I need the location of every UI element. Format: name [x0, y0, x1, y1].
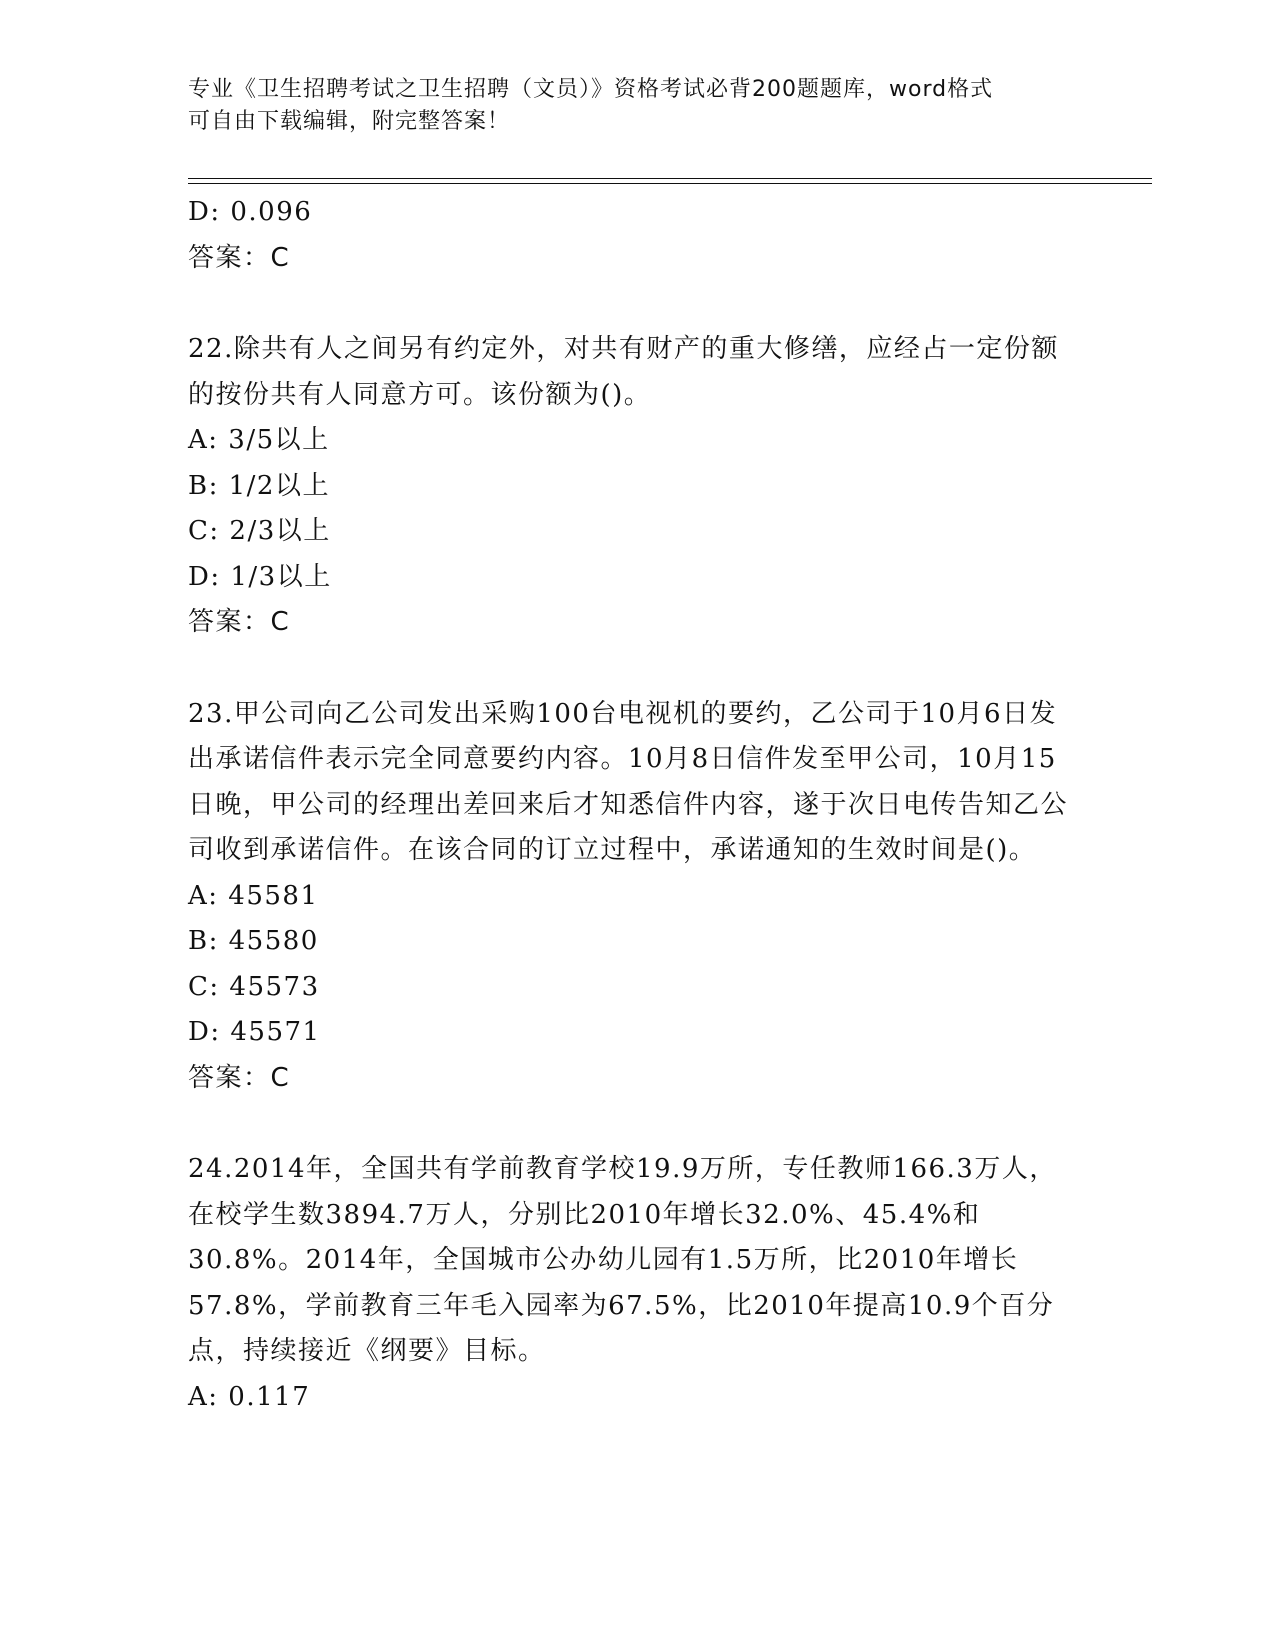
question-23-option-a: A: 45581 — [188, 880, 319, 911]
question-22-option-b: B: 1/2以上 — [188, 470, 330, 501]
page-header — [188, 74, 1068, 138]
question-23-option-b: B: 45580 — [188, 926, 319, 956]
header-divider — [188, 178, 1152, 184]
question-23-answer: 答案：C — [188, 1062, 291, 1093]
question-23-option-c: C: 45573 — [188, 971, 320, 1002]
question-22-option-a: A: 3/5以上 — [188, 425, 330, 455]
header-title-line-2: 可自由下载编辑，附完整答案！ — [188, 109, 511, 134]
question-22-stem: 22.除共有人之间另有约定外，对共有财产的重大修缮，应经占一定份额的按份共有人同意方可。该份额为()。 — [188, 334, 1059, 410]
question-22-option-d: D: 1/3以上 — [188, 561, 332, 592]
question-22-option-c: C: 2/3以上 — [188, 516, 331, 546]
question-23-option-d: D: 45571 — [188, 1017, 321, 1047]
option-d: D: 0.096 — [188, 197, 313, 227]
question-24-stem: 24.2014年，全国共有学前教育学校19.9万所，专任教师166.3万人，在校学生数3894.7万人，分别比2010年增长32.0%、45.4%和30.8%。2014年，全国城市公办幼儿园有1.5万所，比2010年增长57.8%，学前教育三年毛入园率为67.5%，比2010年提高10.9个百分点，持续接近《纲要》目标。 — [188, 1154, 1057, 1366]
question-24-option-a: A: 0.117 — [188, 1381, 311, 1412]
question-22-answer: 答案：C — [188, 607, 291, 637]
document-body — [188, 190, 1088, 1420]
question-23-stem: 23.甲公司向乙公司发出采购100台电视机的要约，乙公司于10月6日发出承诺信件表示完全同意要约内容。10月8日信件发至甲公司，10月15日晚，甲公司的经理出差回来后才知悉信件内容，遂于次日电传告知乙公司收到承诺信件。在该合同的订立过程中，承诺通知的生效时间是()。 — [188, 698, 1069, 865]
answer-line: 答案：C — [188, 242, 291, 273]
header-title-line-1: 专业《卫生招聘考试之卫生招聘（文员）》资格考试必背200题题库，word格式 — [188, 77, 994, 102]
